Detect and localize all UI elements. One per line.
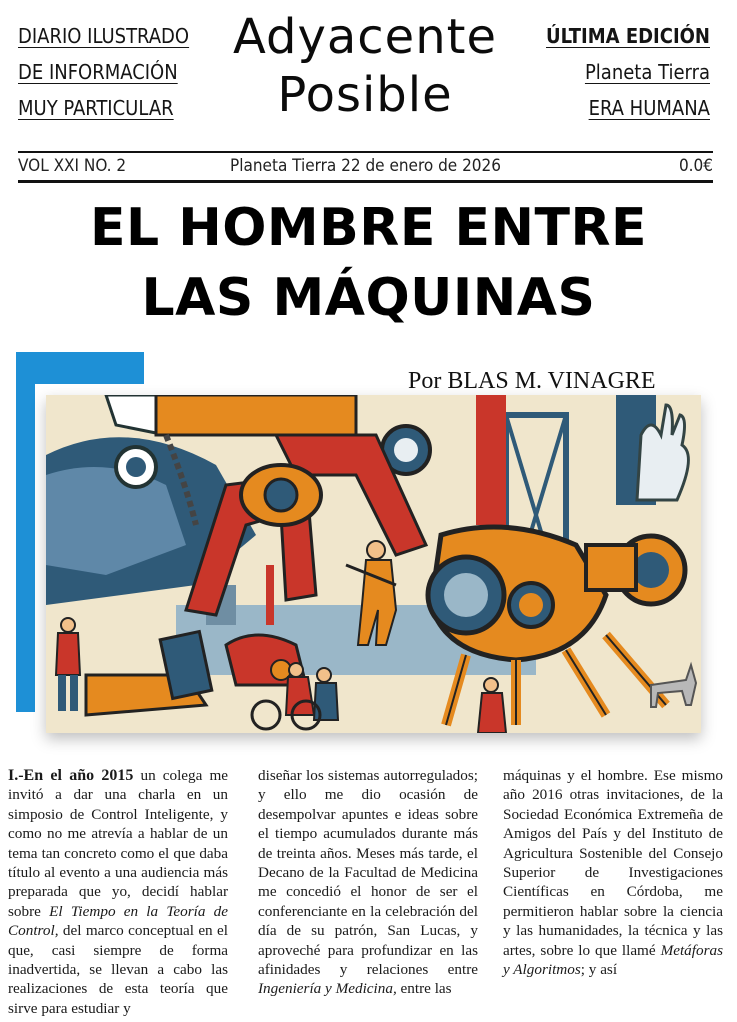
- column-3-italic: Metáforas y Algoritmos: [503, 941, 723, 979]
- column-2-italic: Ingeniería y Medicina,: [258, 980, 397, 998]
- masthead-right-edition: [546, 18, 710, 126]
- newspaper-title: [200, 8, 530, 124]
- tagline-line-3: MUY PARTICULAR: [18, 96, 174, 120]
- headline-line-2: LAS MÁQUINAS: [141, 268, 596, 328]
- column-2-text: diseñar los sistemas autorregulados; y ello me dio ocasión de desempolvar apuntes e ideas sobre el tiempo acumulados durante más de treinta años. Meses más tarde, el Decano de la Facultad de Medicina me concedió el honor de ser el conferenciante en la celebración del día de su patrón, San Lucas, y aproveché para profundizar en las afinidades y relaciones entre: [258, 767, 478, 979]
- column-1-text-cont: del marco conceptual en el que, casi siempre de forma inadvertida, se llevan a cabo las realizaciones de esta teoría que sirve para estudiar y: [8, 922, 228, 1017]
- edition-line-3: ERA HUMANA: [588, 96, 710, 120]
- article-column-1: [8, 766, 228, 1018]
- issue-price: 0.0€: [678, 156, 713, 176]
- headline: [0, 193, 737, 333]
- dateline-bar: [18, 154, 713, 178]
- tagline-line-2: DE INFORMACIÓN: [18, 60, 178, 84]
- article-column-3: [503, 766, 723, 979]
- byline: Por BLAS M. VINAGRE: [408, 368, 656, 394]
- top-divider: [18, 151, 713, 153]
- tagline-line-1: DIARIO ILUSTRADO: [18, 24, 190, 48]
- masthead-left-tagline: [18, 18, 189, 126]
- column-3-text-cont: ; y así: [580, 961, 618, 979]
- article-body: [8, 766, 723, 1016]
- title-line-2: Posible: [277, 67, 453, 123]
- edition-line-1: ÚLTIMA EDICIÓN: [546, 24, 710, 48]
- robot-illustration: [46, 395, 701, 733]
- column-1-text: un colega me invitó a dar una charla en un simposio de Control Inteligente, y como no me atrevía a hablar de un tema tan concreto como el que daba título al evento a una audiencia más preparada que yo, decidí hablar sobre: [8, 767, 228, 920]
- edition-line-2: Planeta Tierra: [584, 60, 710, 84]
- column-1-italic: El Tiempo en la Teoría de Control,: [8, 902, 228, 940]
- column-2-text-cont: entre las: [396, 980, 452, 998]
- article-column-2: [258, 766, 478, 999]
- volume-number: VOL XXI NO. 2: [18, 156, 127, 176]
- column-3-text: máquinas y el hombre. Ese mismo año 2016 otras invitaciones, de la Sociedad Económica Extremeña de Amigos del País y del Instituto de Agricultura Sostenible del Consejo Superior de Investigaciones Científicas en Córdoba, me permitieron hablar sobre la ciencia y las humanidades, la técnica y las artes, sobre lo que llamé: [503, 767, 723, 959]
- bottom-divider: [18, 180, 713, 183]
- issue-date: Planeta Tierra 22 de enero de 2026: [230, 156, 501, 176]
- headline-line-1: EL HOMBRE ENTRE: [89, 198, 648, 258]
- article-lead: I.-En el año 2015: [8, 767, 134, 784]
- title-line-1: Adyacente: [233, 9, 497, 65]
